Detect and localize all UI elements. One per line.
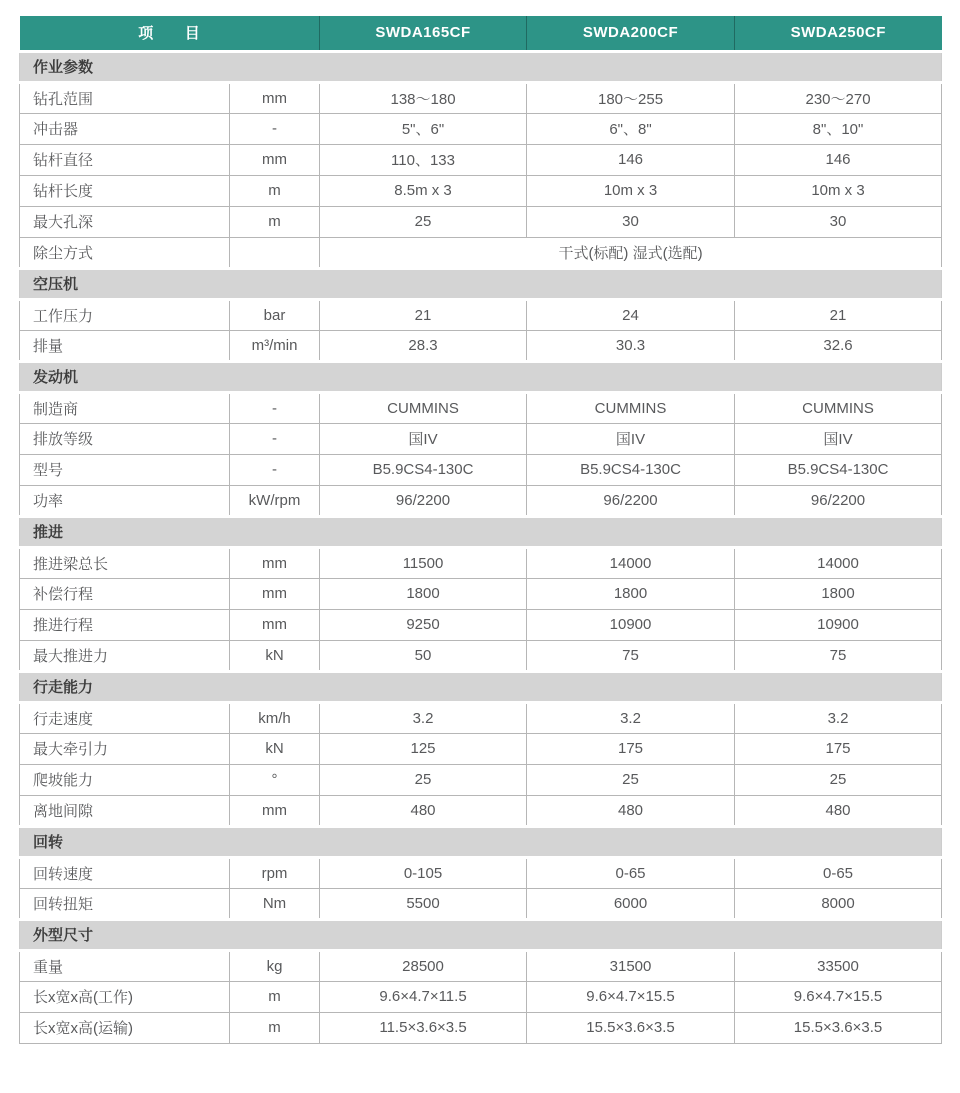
spec-row bbox=[20, 857, 942, 888]
spec-unit: mm bbox=[230, 578, 320, 609]
spec-value: 国IV bbox=[320, 423, 527, 454]
spec-value: 8"、10" bbox=[735, 113, 942, 144]
spec-value: 8000 bbox=[735, 888, 942, 919]
spec-unit: ° bbox=[230, 764, 320, 795]
spec-unit: - bbox=[230, 454, 320, 485]
spec-value: 96/2200 bbox=[735, 485, 942, 516]
spec-row bbox=[20, 175, 942, 206]
spec-value: 480 bbox=[527, 795, 735, 826]
spec-value: 15.5×3.6×3.5 bbox=[527, 1012, 735, 1043]
spec-value: 21 bbox=[735, 299, 942, 330]
spec-row bbox=[20, 795, 942, 826]
spec-value: 125 bbox=[320, 733, 527, 764]
table-header-row bbox=[20, 16, 942, 51]
spec-value: 138～180 bbox=[320, 82, 527, 113]
spec-unit: rpm bbox=[230, 857, 320, 888]
spec-value: 1800 bbox=[735, 578, 942, 609]
spec-value: 6"、8" bbox=[527, 113, 735, 144]
spec-value: 11500 bbox=[320, 547, 527, 578]
spec-unit: mm bbox=[230, 547, 320, 578]
spec-value: 25 bbox=[527, 764, 735, 795]
spec-value: 3.2 bbox=[527, 702, 735, 733]
spec-item-name: 长x宽x高(运输) bbox=[20, 1012, 230, 1043]
spec-row bbox=[20, 113, 942, 144]
spec-unit: - bbox=[230, 423, 320, 454]
spec-value: 25 bbox=[320, 206, 527, 237]
section-header-row bbox=[20, 51, 942, 82]
spec-value: 180～255 bbox=[527, 82, 735, 113]
spec-item-name: 回转速度 bbox=[20, 857, 230, 888]
spec-value: 14000 bbox=[527, 547, 735, 578]
spec-item-name: 钻杆直径 bbox=[20, 144, 230, 175]
section-header-row bbox=[20, 919, 942, 950]
spec-value: 0-105 bbox=[320, 857, 527, 888]
spec-row bbox=[20, 640, 942, 671]
section-title: 推进 bbox=[20, 516, 942, 547]
spec-unit: - bbox=[230, 113, 320, 144]
header-model-swda250cf: SWDA250CF bbox=[735, 16, 942, 51]
spec-unit: kN bbox=[230, 733, 320, 764]
spec-value: 10900 bbox=[735, 609, 942, 640]
spec-row bbox=[20, 237, 942, 268]
spec-row bbox=[20, 330, 942, 361]
spec-value: 9.6×4.7×15.5 bbox=[527, 981, 735, 1012]
section-header-row bbox=[20, 268, 942, 299]
spec-value: B5.9CS4-130C bbox=[527, 454, 735, 485]
spec-row bbox=[20, 485, 942, 516]
spec-value: 25 bbox=[735, 764, 942, 795]
spec-value: 25 bbox=[320, 764, 527, 795]
spec-value: 24 bbox=[527, 299, 735, 330]
spec-value: 11.5×3.6×3.5 bbox=[320, 1012, 527, 1043]
spec-row bbox=[20, 764, 942, 795]
spec-item-name: 最大推进力 bbox=[20, 640, 230, 671]
spec-value: B5.9CS4-130C bbox=[320, 454, 527, 485]
spec-value: 480 bbox=[320, 795, 527, 826]
spec-item-name: 最大孔深 bbox=[20, 206, 230, 237]
spec-table bbox=[19, 16, 942, 1044]
spec-value: 5"、6" bbox=[320, 113, 527, 144]
spec-unit: m bbox=[230, 175, 320, 206]
spec-row bbox=[20, 981, 942, 1012]
spec-value: 6000 bbox=[527, 888, 735, 919]
section-header-row bbox=[20, 361, 942, 392]
spec-value: 96/2200 bbox=[527, 485, 735, 516]
spec-row bbox=[20, 206, 942, 237]
spec-item-name: 补偿行程 bbox=[20, 578, 230, 609]
spec-item-name: 推进梁总长 bbox=[20, 547, 230, 578]
spec-item-name: 回转扭矩 bbox=[20, 888, 230, 919]
section-title: 作业参数 bbox=[20, 51, 942, 82]
spec-value: 9.6×4.7×11.5 bbox=[320, 981, 527, 1012]
spec-value: 3.2 bbox=[735, 702, 942, 733]
section-title: 发动机 bbox=[20, 361, 942, 392]
spec-row bbox=[20, 702, 942, 733]
spec-item-name: 最大牵引力 bbox=[20, 733, 230, 764]
spec-value: 国IV bbox=[735, 423, 942, 454]
section-header-row bbox=[20, 826, 942, 857]
spec-value: 8.5m x 3 bbox=[320, 175, 527, 206]
spec-item-name: 重量 bbox=[20, 950, 230, 981]
spec-unit bbox=[230, 237, 320, 268]
spec-item-name: 钻杆长度 bbox=[20, 175, 230, 206]
spec-value-merged: 干式(标配) 湿式(选配) bbox=[320, 237, 942, 268]
spec-unit: mm bbox=[230, 82, 320, 113]
spec-value: 31500 bbox=[527, 950, 735, 981]
spec-item-name: 推进行程 bbox=[20, 609, 230, 640]
spec-item-name: 制造商 bbox=[20, 392, 230, 423]
spec-unit: mm bbox=[230, 795, 320, 826]
spec-value: 9.6×4.7×15.5 bbox=[735, 981, 942, 1012]
spec-value: 175 bbox=[527, 733, 735, 764]
header-model-swda165cf: SWDA165CF bbox=[320, 16, 527, 51]
spec-value: 146 bbox=[527, 144, 735, 175]
spec-value: 96/2200 bbox=[320, 485, 527, 516]
spec-unit: m³/min bbox=[230, 330, 320, 361]
spec-row bbox=[20, 733, 942, 764]
spec-value: CUMMINS bbox=[320, 392, 527, 423]
spec-row bbox=[20, 392, 942, 423]
spec-value: B5.9CS4-130C bbox=[735, 454, 942, 485]
spec-value: 30 bbox=[735, 206, 942, 237]
spec-value: 50 bbox=[320, 640, 527, 671]
spec-row bbox=[20, 888, 942, 919]
spec-value: 5500 bbox=[320, 888, 527, 919]
section-title: 行走能力 bbox=[20, 671, 942, 702]
spec-row bbox=[20, 144, 942, 175]
header-model-swda200cf: SWDA200CF bbox=[527, 16, 735, 51]
spec-value: 10m x 3 bbox=[735, 175, 942, 206]
spec-item-name: 长x宽x高(工作) bbox=[20, 981, 230, 1012]
spec-value: 110、133 bbox=[320, 144, 527, 175]
spec-unit: kg bbox=[230, 950, 320, 981]
spec-value: 1800 bbox=[320, 578, 527, 609]
spec-unit: m bbox=[230, 981, 320, 1012]
section-header-row bbox=[20, 671, 942, 702]
spec-item-name: 行走速度 bbox=[20, 702, 230, 733]
spec-unit: - bbox=[230, 392, 320, 423]
spec-unit: mm bbox=[230, 144, 320, 175]
section-title: 回转 bbox=[20, 826, 942, 857]
spec-row bbox=[20, 950, 942, 981]
spec-value: 3.2 bbox=[320, 702, 527, 733]
spec-row bbox=[20, 454, 942, 485]
spec-value: 10900 bbox=[527, 609, 735, 640]
spec-value: 480 bbox=[735, 795, 942, 826]
spec-unit: kW/rpm bbox=[230, 485, 320, 516]
section-title: 空压机 bbox=[20, 268, 942, 299]
spec-item-name: 排量 bbox=[20, 330, 230, 361]
spec-item-name: 功率 bbox=[20, 485, 230, 516]
section-title: 外型尺寸 bbox=[20, 919, 942, 950]
spec-value: 175 bbox=[735, 733, 942, 764]
spec-value: 30 bbox=[527, 206, 735, 237]
spec-table-container bbox=[19, 16, 941, 1044]
spec-value: CUMMINS bbox=[527, 392, 735, 423]
header-item-label: 项 目 bbox=[20, 16, 320, 51]
spec-value: 30.3 bbox=[527, 330, 735, 361]
spec-value: 0-65 bbox=[735, 857, 942, 888]
spec-item-name: 钻孔范围 bbox=[20, 82, 230, 113]
spec-value: 0-65 bbox=[527, 857, 735, 888]
spec-value: 9250 bbox=[320, 609, 527, 640]
spec-row bbox=[20, 609, 942, 640]
spec-value: 21 bbox=[320, 299, 527, 330]
spec-unit: m bbox=[230, 1012, 320, 1043]
spec-row bbox=[20, 1012, 942, 1043]
spec-row bbox=[20, 423, 942, 454]
spec-item-name: 离地间隙 bbox=[20, 795, 230, 826]
spec-unit: Nm bbox=[230, 888, 320, 919]
spec-value: 230～270 bbox=[735, 82, 942, 113]
spec-value: 10m x 3 bbox=[527, 175, 735, 206]
spec-table-body bbox=[20, 51, 942, 1043]
spec-unit: km/h bbox=[230, 702, 320, 733]
spec-row bbox=[20, 547, 942, 578]
section-header-row bbox=[20, 516, 942, 547]
spec-unit: mm bbox=[230, 609, 320, 640]
spec-row bbox=[20, 299, 942, 330]
spec-value: 75 bbox=[527, 640, 735, 671]
spec-value: 1800 bbox=[527, 578, 735, 609]
spec-row bbox=[20, 578, 942, 609]
spec-item-name: 冲击器 bbox=[20, 113, 230, 144]
spec-value: 国IV bbox=[527, 423, 735, 454]
spec-value: 32.6 bbox=[735, 330, 942, 361]
spec-item-name: 工作压力 bbox=[20, 299, 230, 330]
spec-value: CUMMINS bbox=[735, 392, 942, 423]
spec-item-name: 除尘方式 bbox=[20, 237, 230, 268]
spec-unit: bar bbox=[230, 299, 320, 330]
spec-item-name: 排放等级 bbox=[20, 423, 230, 454]
spec-unit: m bbox=[230, 206, 320, 237]
spec-item-name: 爬坡能力 bbox=[20, 764, 230, 795]
spec-value: 146 bbox=[735, 144, 942, 175]
spec-item-name: 型号 bbox=[20, 454, 230, 485]
spec-value: 15.5×3.6×3.5 bbox=[735, 1012, 942, 1043]
spec-value: 28.3 bbox=[320, 330, 527, 361]
spec-value: 33500 bbox=[735, 950, 942, 981]
spec-value: 75 bbox=[735, 640, 942, 671]
spec-value: 28500 bbox=[320, 950, 527, 981]
spec-value: 14000 bbox=[735, 547, 942, 578]
spec-row bbox=[20, 82, 942, 113]
spec-unit: kN bbox=[230, 640, 320, 671]
